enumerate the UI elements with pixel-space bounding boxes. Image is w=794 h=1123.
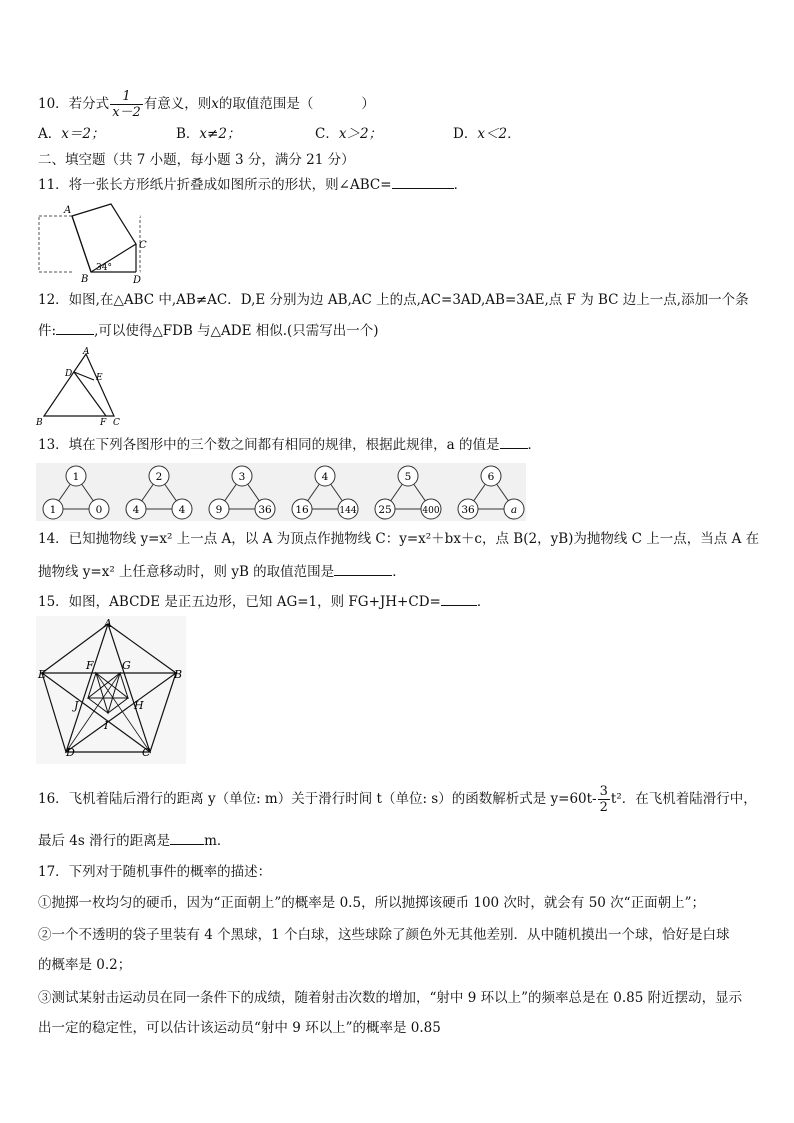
q17-statement-1: ①抛掷一枚均匀的硬币，因为“正面朝上”的概率是 0.5，所以抛掷该硬币 100 次时，就会有 50 次“正面朝上”； (38, 895, 705, 911)
q15-label-f: F (86, 659, 94, 672)
q13-value-top: 3 (238, 471, 246, 483)
q10-option-a: A．x＝2； (38, 126, 105, 142)
q12-figure (36, 346, 126, 430)
q13-value-top: 6 (487, 471, 495, 483)
q12-label-d: D (65, 369, 73, 379)
q13-value-left: 16 (295, 504, 309, 516)
q13-value-left: 1 (49, 504, 57, 516)
q13-value-right: 4 (178, 504, 186, 516)
q13-value-left: 25 (378, 504, 392, 516)
q13-value-right: 400 (422, 506, 440, 516)
q11-label-d: D (133, 275, 142, 286)
q13-value-left: 36 (461, 504, 475, 516)
q13-value-top: 2 (155, 471, 163, 483)
q11-label-b: B (81, 274, 89, 285)
q15-label-b: B (174, 668, 183, 681)
q10-option-c: C．x＞2； (315, 126, 383, 142)
q15-figure (36, 616, 186, 764)
q13-value-top: 4 (321, 471, 329, 483)
q14-line-2: 抛物线 y=x² 上任意移动时，则 yB 的取值范围是 ． (38, 564, 406, 580)
q12-label-f: F (100, 418, 107, 428)
q15-label-h: H (134, 699, 144, 712)
q13-value-top: 5 (404, 471, 412, 483)
q13-value-left: 9 (215, 504, 223, 516)
q13-value-right: 0 (95, 504, 103, 516)
q17-title: 17．下列对于随机事件的概率的描述： (38, 864, 272, 880)
q12-line-1: 12．如图,在△ABC 中,AB≠AC．D,E 分别为边 AB,AC 上的点,AC=3AD,AB=3AE,点 F 为 BC 边上一点,添加一个条 (38, 292, 749, 308)
q13-value-left: 4 (132, 504, 140, 516)
q15-stem: 15．如图，ABCDE 是正五边形，已知 AG=1，则 FG+JH+CD= ． (38, 594, 491, 610)
q11-label-c: C (139, 240, 147, 251)
q14-line-1: 14．已知抛物线 y=x² 上一点 A，以 A 为顶点作抛物线 C：y=x²＋bx＋c，点 B(2，yB)为抛物线 C 上一点，当点 A 在 (38, 531, 760, 547)
q13-stem: 13．填在下列各图形中的三个数之间都有相同的规律，根据此规律，a 的值是 ． (38, 437, 542, 453)
q10-option-b: B．x≠2； (176, 126, 241, 142)
q15-label-e: E (38, 668, 47, 681)
q16-fraction: $\frac{3}{2}$ (599, 784, 608, 815)
q11-figure (36, 200, 156, 286)
q13-value-right: 36 (258, 504, 272, 516)
q10-fraction: $\frac{1}{x-2}$ (112, 89, 141, 120)
q11-label-a: A (64, 205, 72, 216)
q10-option-d: D．x＜2． (453, 126, 521, 142)
q12-label-c: C (113, 418, 120, 428)
q15-label-c: C (142, 746, 151, 759)
q16-line-2: 最后 4s 滑行的距离是 m． (38, 833, 231, 849)
q15-label-d: D (66, 746, 75, 759)
q16-line-1: 16．飞机着陆后滑行的距离 y（单位: m）关于滑行时间 t（单位: s）的函数解析式是 y=60t- $\frac{3}{2}$ t²．在飞机着陆滑行中， (38, 784, 757, 815)
q13-figure (36, 463, 536, 521)
section-2-heading: 二、填空题（共 7 小题，每小题 3 分，满分 21 分） (38, 152, 355, 168)
q12-line-2: 件: ,可以使得△FDB 与△ADE 相似.(只需写出一个) (38, 323, 379, 339)
q15-label-a: A (104, 617, 112, 630)
q12-label-b: B (36, 418, 43, 428)
q11-angle-label: 34° (96, 263, 112, 273)
q17-statement-2-line-1: ②一个不透明的袋子里装有 4 个黑球，1 个白球，这些球除了颜色外无其他差别．从中随机摸出一个球，恰好是白球 (38, 927, 730, 943)
q17-statement-2-line-2: 的概率是 0.2； (38, 957, 132, 973)
q12-label-a: A (83, 347, 90, 357)
q15-label-i: I (104, 719, 109, 732)
q10-stem: 10．若分式 $\frac{1}{x-2}$ 有意义，则x的取值范围是（ ） (38, 89, 375, 120)
q13-value-right: 144 (339, 506, 357, 516)
q17-statement-3-line-1: ③测试某射击运动员在同一条件下的成绩，随着射击次数的增加，“射中 9 环以上”的频率总是在 0.85 附近摆动，显示 (38, 990, 743, 1006)
q15-label-g: G (122, 659, 131, 672)
q15-label-j: J (74, 699, 79, 712)
q13-value-right: a (510, 504, 518, 516)
q11-stem: 11．将一张长方形纸片折叠成如图所示的形状，则∠ABC= ． (38, 177, 468, 193)
q12-label-e: E (96, 373, 103, 383)
q13-value-top: 1 (72, 471, 80, 483)
q17-statement-3-line-2: 出一定的稳定性，可以估计该运动员“射中 9 环以上”的概率是 0.85 (38, 1020, 441, 1036)
